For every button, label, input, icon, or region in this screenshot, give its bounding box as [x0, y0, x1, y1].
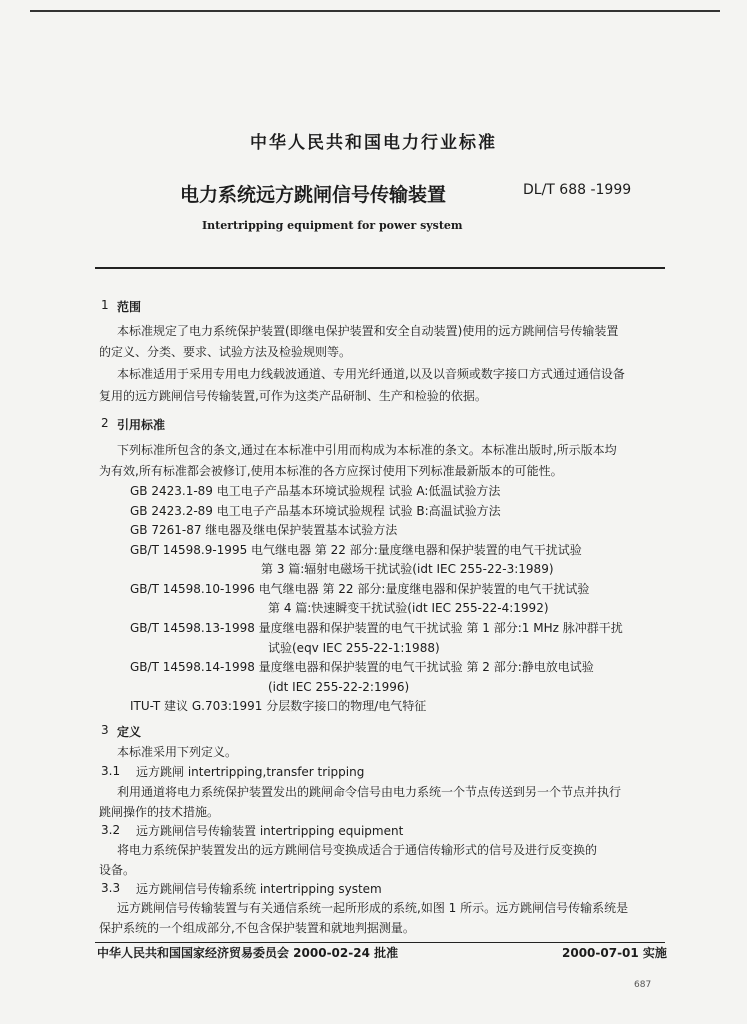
section-1-paragraph-2-cont: 复用的远方跳闸信号传输装置,可作为这类产品研制、生产和检验的依据。: [99, 389, 487, 403]
reference-item: ITU-T 建议 G.703:1991 分层数字接口的物理/电气特征: [130, 699, 427, 713]
document-title-en: Intertripping equipment for power system: [202, 219, 463, 232]
reference-item: GB 2423.1-89 电工电子产品基本环境试验规程 试验 A:低温试验方法: [130, 484, 501, 498]
definition-3-2-text: 将电力系统保护装置发出的远方跳闸信号变换成适合于通信传输形式的信号及进行反变换的: [117, 843, 598, 857]
definition-3-1-term: 远方跳闸 intertripping,transfer tripping: [136, 765, 365, 779]
section-2-title: 引用标准: [117, 418, 166, 432]
definition-3-2-number: 3.2: [101, 823, 121, 837]
definition-3-3-term: 远方跳闸信号传输系统 intertripping system: [136, 882, 382, 896]
section-3-title: 定义: [117, 725, 142, 739]
reference-item: GB/T 14598.13-1998 量度继电器和保护装置的电气干扰试验 第 1 部分:1 MHz 脉冲群干扰: [130, 621, 623, 635]
section-3-intro: 本标准采用下列定义。: [117, 745, 238, 759]
section-2-intro-cont: 为有效,所有标准都会被修订,使用本标准的各方应探讨使用下列标准最新版本的可能性。: [99, 464, 563, 478]
section-1-paragraph-1-cont: 的定义、分类、要求、试验方法及检验规则等。: [99, 345, 352, 359]
definition-3-1-text: 利用通道将电力系统保护装置发出的跳闸命令信号由电力系统一个节点传送到另一个节点并执行: [117, 785, 622, 799]
reference-item-cont: (idt IEC 255-22-2:1996): [268, 680, 410, 694]
document-title-cn: 电力系统远方跳闸信号传输装置: [180, 184, 447, 206]
definition-3-3-text: 远方跳闸信号传输装置与有关通信系统一起所形成的系统,如图 1 所示。远方跳闸信号传输系统是: [117, 901, 629, 915]
section-1-paragraph-1: 本标准规定了电力系统保护装置(即继电保护装置和安全自动装置)使用的远方跳闸信号传输装置: [117, 324, 619, 338]
standard-category: 中华人民共和国电力行业标准: [250, 133, 497, 153]
reference-item-cont: 第 4 篇:快速瞬变干扰试验(idt IEC 255-22-4:1992): [268, 601, 549, 615]
definition-3-3-number: 3.3: [101, 881, 121, 895]
implementation-date: 2000-07-01 实施: [562, 946, 667, 960]
top-border-line: [30, 10, 720, 12]
definition-3-2-text-cont: 设备。: [99, 863, 136, 877]
page-number: 687: [634, 980, 652, 990]
reference-item: GB 7261-87 继电器及继电保护装置基本试验方法: [130, 523, 398, 537]
standard-code: DL/T 688 -1999: [523, 182, 632, 198]
footer-divider: [95, 942, 665, 943]
section-1-number: 1: [101, 298, 109, 312]
header-divider: [95, 267, 665, 269]
section-2-number: 2: [101, 416, 109, 430]
reference-item-cont: 第 3 篇:辐射电磁场干扰试验(idt IEC 255-22-3:1989): [261, 562, 554, 576]
definition-3-3-text-cont: 保护系统的一个组成部分,不包含保护装置和就地判据测量。: [99, 921, 415, 935]
approval-line: 中华人民共和国国家经济贸易委员会 2000-02-24 批准: [97, 946, 399, 960]
section-1-title: 范围: [117, 300, 142, 314]
section-2-intro: 下列标准所包含的条文,通过在本标准中引用而构成为本标准的条文。本标准出版时,所示版本均: [117, 443, 617, 457]
reference-item: GB 2423.2-89 电工电子产品基本环境试验规程 试验 B:高温试验方法: [130, 504, 501, 518]
reference-item-cont: 试验(eqv IEC 255-22-1:1988): [268, 641, 440, 655]
reference-item: GB/T 14598.10-1996 电气继电器 第 22 部分:量度继电器和保护装置的电气干扰试验: [130, 582, 590, 596]
section-3-number: 3: [101, 723, 109, 737]
reference-item: GB/T 14598.14-1998 量度继电器和保护装置的电气干扰试验 第 2 部分:静电放电试验: [130, 660, 594, 674]
definition-3-1-number: 3.1: [101, 764, 121, 778]
reference-item: GB/T 14598.9-1995 电气继电器 第 22 部分:量度继电器和保护装置的电气干扰试验: [130, 543, 582, 557]
definition-3-1-text-cont: 跳闸操作的技术措施。: [99, 805, 220, 819]
section-1-paragraph-2: 本标准适用于采用专用电力线载波通道、专用光纤通道,以及以音频或数字接口方式通过通信设备: [117, 367, 625, 381]
definition-3-2-term: 远方跳闸信号传输装置 intertripping equipment: [136, 824, 404, 838]
